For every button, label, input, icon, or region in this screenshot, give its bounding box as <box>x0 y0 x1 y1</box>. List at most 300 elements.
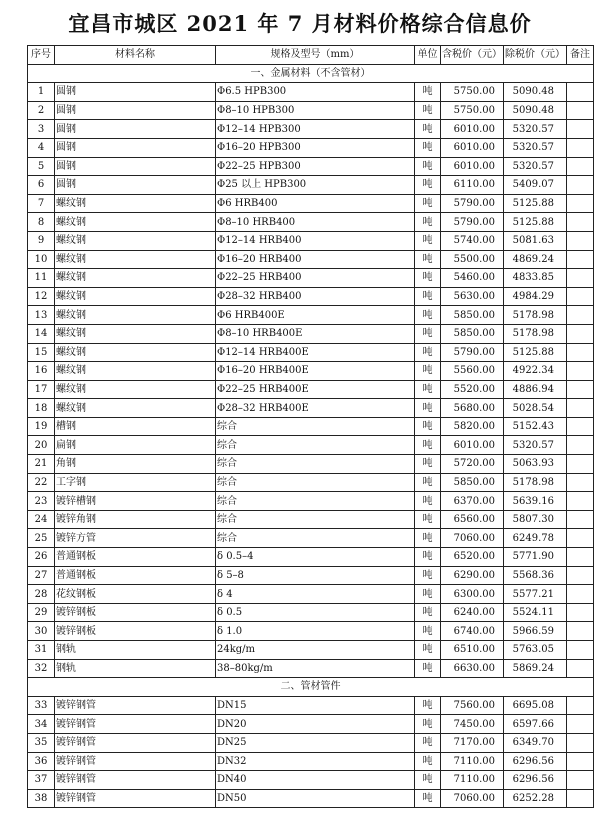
cell-tax-price: 5740.00 <box>441 231 504 250</box>
cell-note <box>567 417 594 436</box>
cell-unit: 吨 <box>415 510 441 529</box>
cell-note <box>567 492 594 511</box>
cell-unit: 吨 <box>415 343 441 362</box>
cell-tax-price: 6560.00 <box>441 510 504 529</box>
cell-unit: 吨 <box>415 789 441 808</box>
cell-tax-price: 6240.00 <box>441 603 504 622</box>
cell-unit: 吨 <box>415 752 441 771</box>
cell-spec: 综合 <box>216 417 415 436</box>
cell-notax-price: 5125.88 <box>504 213 567 232</box>
table-row <box>28 287 594 306</box>
cell-spec: δ 4 <box>216 585 415 604</box>
cell-unit: 吨 <box>415 120 441 139</box>
cell-notax-price: 4869.24 <box>504 250 567 269</box>
cell-notax-price: 5807.30 <box>504 510 567 529</box>
cell-index: 37 <box>28 771 55 790</box>
cell-index: 5 <box>28 157 55 176</box>
cell-notax-price: 5320.57 <box>504 436 567 455</box>
cell-notax-price: 4922.34 <box>504 362 567 381</box>
cell-notax-price: 4833.85 <box>504 269 567 288</box>
cell-material-name: 工字钢 <box>55 473 216 492</box>
cell-material-name: 槽钢 <box>55 417 216 436</box>
cell-unit: 吨 <box>415 473 441 492</box>
table-row <box>28 529 594 548</box>
cell-material-name: 镀锌槽钢 <box>55 492 216 511</box>
cell-spec: Φ12–14 HRB400E <box>216 343 415 362</box>
cell-tax-price: 6010.00 <box>441 157 504 176</box>
cell-note <box>567 529 594 548</box>
cell-unit: 吨 <box>415 306 441 325</box>
cell-notax-price: 4984.29 <box>504 287 567 306</box>
cell-unit: 吨 <box>415 492 441 511</box>
table-row <box>28 101 594 120</box>
cell-notax-price: 5178.98 <box>504 473 567 492</box>
section-row <box>28 678 594 697</box>
cell-index: 27 <box>28 566 55 585</box>
cell-material-name: 螺纹钢 <box>55 250 216 269</box>
cell-index: 9 <box>28 231 55 250</box>
cell-unit: 吨 <box>415 380 441 399</box>
cell-unit: 吨 <box>415 771 441 790</box>
table-row <box>28 789 594 808</box>
cell-material-name: 圆钢 <box>55 120 216 139</box>
cell-unit: 吨 <box>415 269 441 288</box>
cell-material-name: 螺纹钢 <box>55 324 216 343</box>
table-row <box>28 157 594 176</box>
cell-unit: 吨 <box>415 101 441 120</box>
cell-note <box>567 194 594 213</box>
cell-unit: 吨 <box>415 324 441 343</box>
cell-unit: 吨 <box>415 529 441 548</box>
cell-spec: Φ28–32 HRB400E <box>216 399 415 418</box>
cell-index: 11 <box>28 269 55 288</box>
table-row <box>28 715 594 734</box>
cell-index: 12 <box>28 287 55 306</box>
cell-unit: 吨 <box>415 659 441 678</box>
cell-material-name: 镀锌钢板 <box>55 603 216 622</box>
cell-spec: Φ22–25 HPB300 <box>216 157 415 176</box>
cell-notax-price: 5028.54 <box>504 399 567 418</box>
cell-material-name: 镀锌钢管 <box>55 696 216 715</box>
table-row <box>28 324 594 343</box>
cell-index: 2 <box>28 101 55 120</box>
cell-index: 14 <box>28 324 55 343</box>
cell-spec: 综合 <box>216 529 415 548</box>
cell-index: 33 <box>28 696 55 715</box>
cell-note <box>567 343 594 362</box>
cell-note <box>567 510 594 529</box>
cell-unit: 吨 <box>415 603 441 622</box>
cell-index: 7 <box>28 194 55 213</box>
cell-tax-price: 5520.00 <box>441 380 504 399</box>
cell-index: 23 <box>28 492 55 511</box>
header-spec: 规格及型号（mm） <box>216 46 415 65</box>
cell-notax-price: 5125.88 <box>504 194 567 213</box>
cell-note <box>567 789 594 808</box>
cell-note <box>567 473 594 492</box>
cell-spec: 综合 <box>216 436 415 455</box>
cell-notax-price: 5178.98 <box>504 324 567 343</box>
cell-notax-price: 5869.24 <box>504 659 567 678</box>
table-row <box>28 641 594 660</box>
cell-note <box>567 399 594 418</box>
table-row <box>28 548 594 567</box>
cell-material-name: 螺纹钢 <box>55 306 216 325</box>
cell-spec: δ 0.5–4 <box>216 548 415 567</box>
table-row <box>28 399 594 418</box>
cell-tax-price: 5790.00 <box>441 213 504 232</box>
cell-unit: 吨 <box>415 417 441 436</box>
table-row <box>28 622 594 641</box>
cell-notax-price: 5524.11 <box>504 603 567 622</box>
table-row <box>28 120 594 139</box>
cell-spec: DN25 <box>216 733 415 752</box>
cell-index: 13 <box>28 306 55 325</box>
table-row <box>28 585 594 604</box>
cell-notax-price: 5090.48 <box>504 83 567 102</box>
cell-index: 1 <box>28 83 55 102</box>
cell-index: 38 <box>28 789 55 808</box>
table-row <box>28 269 594 288</box>
table-row <box>28 510 594 529</box>
price-table <box>27 45 594 808</box>
table-row <box>28 492 594 511</box>
cell-spec: Φ25 以上 HPB300 <box>216 176 415 195</box>
header-unit: 单位 <box>415 46 441 65</box>
cell-material-name: 角钢 <box>55 455 216 474</box>
cell-index: 34 <box>28 715 55 734</box>
table-row <box>28 83 594 102</box>
cell-material-name: 圆钢 <box>55 101 216 120</box>
cell-spec: DN50 <box>216 789 415 808</box>
cell-tax-price: 6370.00 <box>441 492 504 511</box>
cell-index: 4 <box>28 138 55 157</box>
cell-note <box>567 641 594 660</box>
cell-note <box>567 752 594 771</box>
cell-index: 20 <box>28 436 55 455</box>
cell-notax-price: 5081.63 <box>504 231 567 250</box>
cell-note <box>567 659 594 678</box>
cell-spec: Φ6.5 HPB300 <box>216 83 415 102</box>
cell-notax-price: 5320.57 <box>504 120 567 139</box>
cell-notax-price: 5320.57 <box>504 138 567 157</box>
cell-note <box>567 138 594 157</box>
cell-notax-price: 5639.16 <box>504 492 567 511</box>
cell-spec: Φ16–20 HRB400E <box>216 362 415 381</box>
cell-material-name: 镀锌角钢 <box>55 510 216 529</box>
cell-index: 25 <box>28 529 55 548</box>
table-row <box>28 436 594 455</box>
cell-unit: 吨 <box>415 696 441 715</box>
cell-index: 26 <box>28 548 55 567</box>
cell-tax-price: 5680.00 <box>441 399 504 418</box>
cell-tax-price: 6630.00 <box>441 659 504 678</box>
cell-index: 35 <box>28 733 55 752</box>
header-note: 备注 <box>567 46 594 65</box>
cell-tax-price: 5850.00 <box>441 306 504 325</box>
cell-note <box>567 120 594 139</box>
cell-notax-price: 6695.08 <box>504 696 567 715</box>
cell-spec: δ 5–8 <box>216 566 415 585</box>
cell-spec: 38–80kg/m <box>216 659 415 678</box>
cell-unit: 吨 <box>415 138 441 157</box>
cell-notax-price: 5763.05 <box>504 641 567 660</box>
cell-note <box>567 176 594 195</box>
cell-notax-price: 6296.56 <box>504 771 567 790</box>
cell-note <box>567 250 594 269</box>
cell-note <box>567 324 594 343</box>
cell-note <box>567 231 594 250</box>
cell-spec: Φ28–32 HRB400 <box>216 287 415 306</box>
cell-material-name: 镀锌钢管 <box>55 771 216 790</box>
cell-tax-price: 5560.00 <box>441 362 504 381</box>
cell-spec: Φ22–25 HRB400 <box>216 269 415 288</box>
cell-spec: 综合 <box>216 455 415 474</box>
cell-spec: δ 1.0 <box>216 622 415 641</box>
cell-index: 6 <box>28 176 55 195</box>
cell-material-name: 螺纹钢 <box>55 380 216 399</box>
cell-tax-price: 6740.00 <box>441 622 504 641</box>
cell-tax-price: 6010.00 <box>441 436 504 455</box>
cell-tax-price: 6510.00 <box>441 641 504 660</box>
cell-index: 3 <box>28 120 55 139</box>
cell-notax-price: 5063.93 <box>504 455 567 474</box>
table-row <box>28 213 594 232</box>
section-title: 一、金属材料（不含管材） <box>28 64 594 83</box>
cell-unit: 吨 <box>415 622 441 641</box>
cell-material-name: 扁钢 <box>55 436 216 455</box>
cell-material-name: 钢轨 <box>55 641 216 660</box>
cell-notax-price: 5568.36 <box>504 566 567 585</box>
cell-notax-price: 5577.21 <box>504 585 567 604</box>
cell-note <box>567 603 594 622</box>
cell-tax-price: 5850.00 <box>441 324 504 343</box>
cell-note <box>567 455 594 474</box>
cell-material-name: 镀锌钢管 <box>55 715 216 734</box>
table-row <box>28 771 594 790</box>
cell-material-name: 螺纹钢 <box>55 343 216 362</box>
cell-material-name: 螺纹钢 <box>55 287 216 306</box>
cell-note <box>567 287 594 306</box>
cell-spec: Φ8–10 HRB400 <box>216 213 415 232</box>
cell-index: 22 <box>28 473 55 492</box>
cell-notax-price: 6249.78 <box>504 529 567 548</box>
cell-notax-price: 6296.56 <box>504 752 567 771</box>
cell-note <box>567 733 594 752</box>
cell-tax-price: 7450.00 <box>441 715 504 734</box>
cell-unit: 吨 <box>415 287 441 306</box>
cell-unit: 吨 <box>415 436 441 455</box>
cell-tax-price: 5630.00 <box>441 287 504 306</box>
cell-note <box>567 566 594 585</box>
cell-unit: 吨 <box>415 399 441 418</box>
cell-tax-price: 7110.00 <box>441 771 504 790</box>
table-row <box>28 231 594 250</box>
header-idx: 序号 <box>28 46 55 65</box>
cell-material-name: 螺纹钢 <box>55 399 216 418</box>
header-row <box>28 46 594 65</box>
cell-tax-price: 5790.00 <box>441 343 504 362</box>
cell-material-name: 花纹钢板 <box>55 585 216 604</box>
table-row <box>28 417 594 436</box>
table-row <box>28 176 594 195</box>
cell-material-name: 螺纹钢 <box>55 362 216 381</box>
cell-notax-price: 4886.94 <box>504 380 567 399</box>
cell-unit: 吨 <box>415 194 441 213</box>
cell-unit: 吨 <box>415 83 441 102</box>
cell-material-name: 螺纹钢 <box>55 213 216 232</box>
cell-index: 19 <box>28 417 55 436</box>
header-notax-price: 除税价（元） <box>504 46 567 65</box>
table-row <box>28 696 594 715</box>
table-row <box>28 752 594 771</box>
cell-unit: 吨 <box>415 566 441 585</box>
cell-notax-price: 5152.43 <box>504 417 567 436</box>
cell-spec: DN20 <box>216 715 415 734</box>
cell-index: 15 <box>28 343 55 362</box>
table-row <box>28 343 594 362</box>
cell-index: 32 <box>28 659 55 678</box>
cell-spec: Φ16–20 HRB400 <box>216 250 415 269</box>
header-tax-price: 含税价（元） <box>441 46 504 65</box>
cell-tax-price: 5750.00 <box>441 83 504 102</box>
cell-note <box>567 585 594 604</box>
cell-tax-price: 5820.00 <box>441 417 504 436</box>
cell-tax-price: 7060.00 <box>441 529 504 548</box>
cell-material-name: 螺纹钢 <box>55 194 216 213</box>
cell-tax-price: 7060.00 <box>441 789 504 808</box>
cell-tax-price: 5720.00 <box>441 455 504 474</box>
cell-unit: 吨 <box>415 641 441 660</box>
cell-unit: 吨 <box>415 231 441 250</box>
cell-unit: 吨 <box>415 157 441 176</box>
cell-index: 28 <box>28 585 55 604</box>
cell-index: 21 <box>28 455 55 474</box>
cell-notax-price: 5090.48 <box>504 101 567 120</box>
cell-note <box>567 362 594 381</box>
cell-material-name: 圆钢 <box>55 157 216 176</box>
cell-material-name: 圆钢 <box>55 138 216 157</box>
cell-unit: 吨 <box>415 548 441 567</box>
table-row <box>28 455 594 474</box>
table-row <box>28 603 594 622</box>
cell-tax-price: 6110.00 <box>441 176 504 195</box>
cell-tax-price: 7560.00 <box>441 696 504 715</box>
table-row <box>28 250 594 269</box>
table-row <box>28 566 594 585</box>
cell-notax-price: 5771.90 <box>504 548 567 567</box>
cell-unit: 吨 <box>415 455 441 474</box>
cell-spec: Φ12–14 HPB300 <box>216 120 415 139</box>
cell-note <box>567 771 594 790</box>
cell-unit: 吨 <box>415 250 441 269</box>
cell-tax-price: 5790.00 <box>441 194 504 213</box>
cell-index: 36 <box>28 752 55 771</box>
table-row <box>28 380 594 399</box>
cell-tax-price: 5750.00 <box>441 101 504 120</box>
cell-unit: 吨 <box>415 733 441 752</box>
cell-index: 16 <box>28 362 55 381</box>
cell-material-name: 镀锌钢管 <box>55 733 216 752</box>
cell-spec: 综合 <box>216 492 415 511</box>
cell-note <box>567 696 594 715</box>
cell-notax-price: 6597.66 <box>504 715 567 734</box>
cell-spec: 综合 <box>216 510 415 529</box>
table-body <box>28 64 594 808</box>
header-name: 材料名称 <box>55 46 216 65</box>
cell-tax-price: 6010.00 <box>441 138 504 157</box>
cell-tax-price: 6300.00 <box>441 585 504 604</box>
cell-spec: 综合 <box>216 473 415 492</box>
table-row <box>28 473 594 492</box>
cell-index: 8 <box>28 213 55 232</box>
cell-index: 29 <box>28 603 55 622</box>
cell-material-name: 螺纹钢 <box>55 231 216 250</box>
cell-spec: Φ6 HRB400E <box>216 306 415 325</box>
cell-material-name: 镀锌钢管 <box>55 752 216 771</box>
cell-spec: Φ12–14 HRB400 <box>216 231 415 250</box>
cell-tax-price: 6290.00 <box>441 566 504 585</box>
cell-unit: 吨 <box>415 362 441 381</box>
cell-tax-price: 6520.00 <box>441 548 504 567</box>
cell-note <box>567 622 594 641</box>
cell-tax-price: 6010.00 <box>441 120 504 139</box>
cell-unit: 吨 <box>415 176 441 195</box>
table-row <box>28 194 594 213</box>
cell-tax-price: 7110.00 <box>441 752 504 771</box>
table-row <box>28 659 594 678</box>
cell-spec: Φ16–20 HPB300 <box>216 138 415 157</box>
cell-spec: Φ22–25 HRB400E <box>216 380 415 399</box>
cell-note <box>567 157 594 176</box>
section-title: 二、管材管件 <box>28 678 594 697</box>
cell-tax-price: 5460.00 <box>441 269 504 288</box>
cell-note <box>567 548 594 567</box>
cell-note <box>567 715 594 734</box>
cell-spec: Φ8–10 HPB300 <box>216 101 415 120</box>
cell-spec: DN40 <box>216 771 415 790</box>
table-row <box>28 733 594 752</box>
cell-note <box>567 436 594 455</box>
cell-material-name: 普通钢板 <box>55 548 216 567</box>
cell-index: 17 <box>28 380 55 399</box>
cell-unit: 吨 <box>415 585 441 604</box>
cell-material-name: 镀锌钢板 <box>55 622 216 641</box>
cell-tax-price: 5850.00 <box>441 473 504 492</box>
cell-material-name: 镀锌钢管 <box>55 789 216 808</box>
cell-index: 30 <box>28 622 55 641</box>
cell-notax-price: 5320.57 <box>504 157 567 176</box>
cell-notax-price: 5178.98 <box>504 306 567 325</box>
cell-note <box>567 83 594 102</box>
cell-notax-price: 6252.28 <box>504 789 567 808</box>
table-row <box>28 306 594 325</box>
cell-unit: 吨 <box>415 715 441 734</box>
cell-spec: Φ8–10 HRB400E <box>216 324 415 343</box>
cell-spec: 24kg/m <box>216 641 415 660</box>
cell-material-name: 圆钢 <box>55 176 216 195</box>
cell-spec: δ 0.5 <box>216 603 415 622</box>
cell-material-name: 螺纹钢 <box>55 269 216 288</box>
cell-unit: 吨 <box>415 213 441 232</box>
cell-index: 18 <box>28 399 55 418</box>
cell-notax-price: 5125.88 <box>504 343 567 362</box>
cell-note <box>567 213 594 232</box>
cell-note <box>567 101 594 120</box>
cell-material-name: 普通钢板 <box>55 566 216 585</box>
table-row <box>28 362 594 381</box>
cell-index: 31 <box>28 641 55 660</box>
